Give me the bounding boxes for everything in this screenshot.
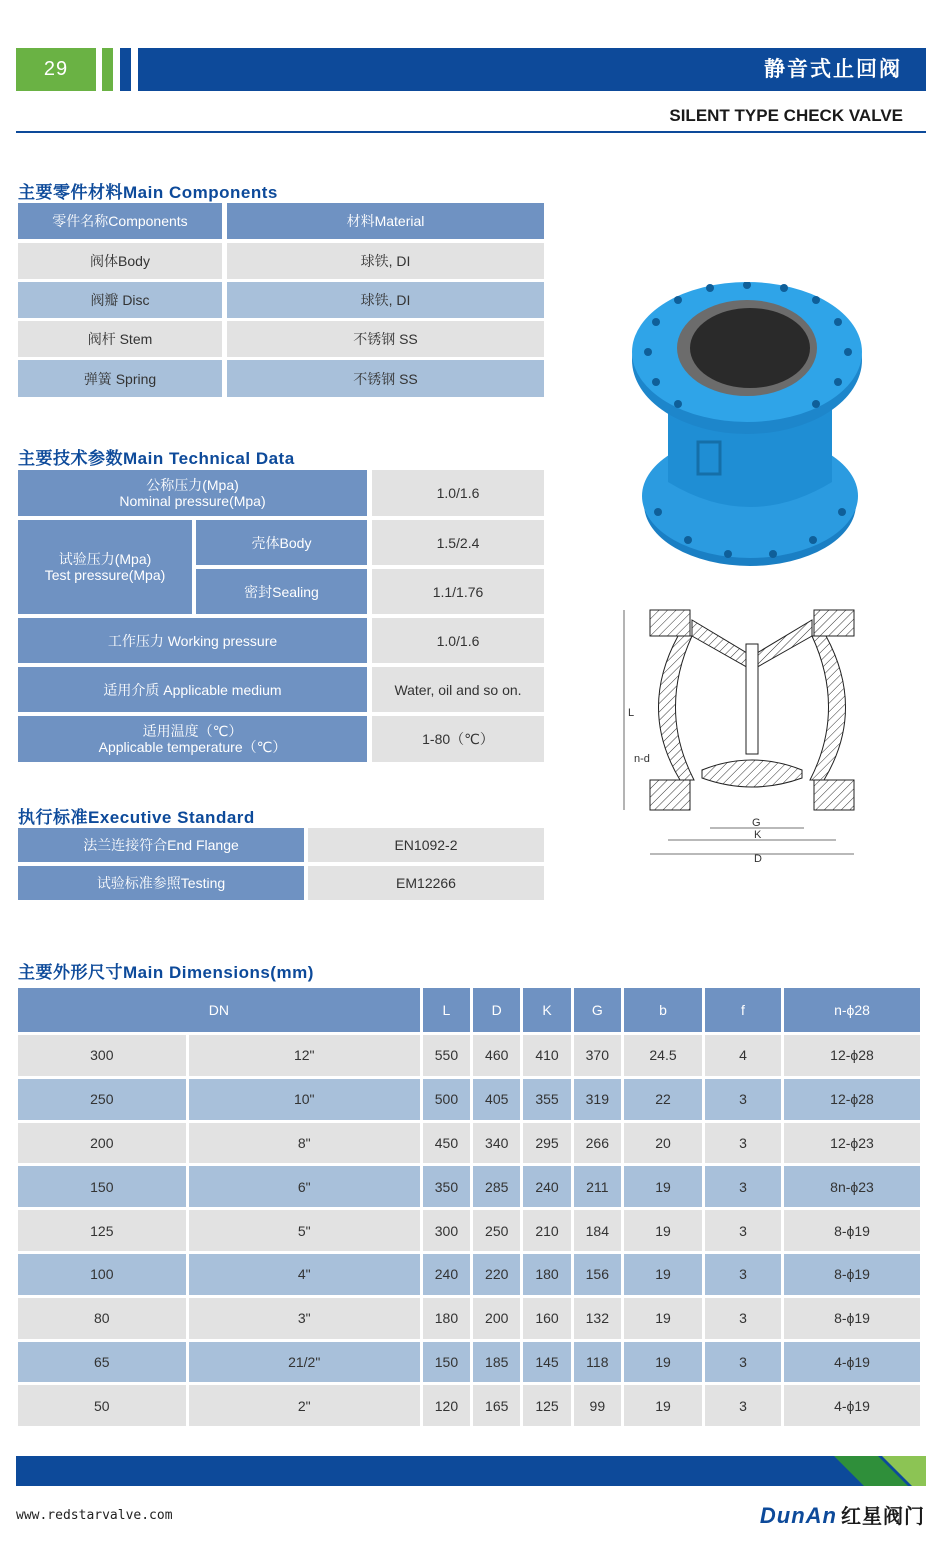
components-material: 球铁, DI xyxy=(227,282,544,318)
section-body-left xyxy=(658,636,694,780)
table-cell: 3" xyxy=(189,1298,420,1339)
components-part: 弹簧 Spring xyxy=(18,360,222,397)
table-cell: 220 xyxy=(473,1254,520,1295)
nominal-pressure-cn: 公称压力(Mpa) xyxy=(146,477,239,493)
temperature-value: 1-80（℃） xyxy=(372,716,544,762)
table-cell: 5" xyxy=(189,1210,420,1251)
table-row xyxy=(18,1385,920,1426)
table-cell: 3 xyxy=(705,1298,781,1339)
dim-label-nd: n-d xyxy=(634,753,650,765)
table-cell: 10" xyxy=(189,1079,420,1120)
table-cell: 295 xyxy=(523,1123,570,1164)
components-material: 不锈钢 SS xyxy=(227,360,544,397)
table-cell: 50 xyxy=(18,1385,186,1426)
table-cell: 3 xyxy=(705,1342,781,1383)
table-cell: 266 xyxy=(574,1123,621,1164)
table-cell: 65 xyxy=(18,1342,186,1383)
temperature-cn: 适用温度（℃） xyxy=(142,723,243,739)
table-cell: 12-ϕ28 xyxy=(784,1079,920,1120)
test-pressure-cn: 试验压力(Mpa) xyxy=(58,551,152,567)
table-cell: 550 xyxy=(423,1035,470,1076)
table-cell: 24.5 xyxy=(624,1035,702,1076)
table-row xyxy=(18,1079,920,1120)
test-body-label: 壳体Body xyxy=(196,520,367,565)
page-title-cn: 静音式止回阀 xyxy=(764,58,902,81)
table-cell: 405 xyxy=(473,1079,520,1120)
table-row xyxy=(18,1342,920,1383)
table-cell: 20 xyxy=(624,1123,702,1164)
table-cell: 6" xyxy=(189,1166,420,1207)
section-stem xyxy=(746,644,758,754)
nominal-pressure-value: 1.0/1.6 xyxy=(372,470,544,516)
working-pressure-value: 1.0/1.6 xyxy=(372,618,544,663)
section-bottom-flange-right xyxy=(814,780,854,810)
footer-url[interactable]: www.redstarvalve.com xyxy=(16,1508,173,1523)
table-cell: 8n-ϕ23 xyxy=(784,1166,920,1207)
dim-header-d: D xyxy=(473,988,520,1032)
table-row xyxy=(18,1166,920,1207)
flange-label: 法兰连接符合End Flange xyxy=(18,828,304,862)
header-accent-green xyxy=(102,48,113,91)
table-cell: 319 xyxy=(574,1079,621,1120)
flange-value: EN1092-2 xyxy=(308,828,544,862)
nominal-pressure-label xyxy=(18,470,367,516)
dimensions-title: 主要外形尺寸Main Dimensions(mm) xyxy=(18,963,314,982)
page-number: 29 xyxy=(16,48,96,91)
table-cell: 12-ϕ28 xyxy=(784,1035,920,1076)
dim-header-dn: DN xyxy=(18,988,420,1032)
table-cell: 3 xyxy=(705,1210,781,1251)
table-row xyxy=(18,1123,920,1164)
dim-header-f: f xyxy=(705,988,781,1032)
table-cell: 180 xyxy=(523,1254,570,1295)
page-title-en: SILENT TYPE CHECK VALVE xyxy=(669,106,903,125)
section-top-flange-left xyxy=(650,610,690,636)
test-pressure-label xyxy=(18,520,192,614)
table-cell: 118 xyxy=(574,1342,621,1383)
dim-header-g: G xyxy=(574,988,621,1032)
components-part: 阀瓣 Disc xyxy=(18,282,222,318)
table-cell: 2" xyxy=(189,1385,420,1426)
table-cell: 180 xyxy=(423,1298,470,1339)
table-row xyxy=(18,1254,920,1295)
table-cell: 19 xyxy=(624,1298,702,1339)
table-cell: 4-ϕ19 xyxy=(784,1385,920,1426)
table-cell: 185 xyxy=(473,1342,520,1383)
table-cell: 150 xyxy=(18,1166,186,1207)
medium-label: 适用介质 Applicable medium xyxy=(18,667,367,712)
temperature-label xyxy=(18,716,367,762)
header-bar xyxy=(138,48,926,91)
table-cell: 3 xyxy=(705,1166,781,1207)
components-part: 阀杆 Stem xyxy=(18,321,222,357)
table-cell: 80 xyxy=(18,1298,186,1339)
components-material: 不锈钢 SS xyxy=(227,321,544,357)
table-cell: 19 xyxy=(624,1166,702,1207)
table-row xyxy=(18,1298,920,1339)
table-cell: 8-ϕ19 xyxy=(784,1298,920,1339)
table-cell: 450 xyxy=(423,1123,470,1164)
table-cell: 250 xyxy=(473,1210,520,1251)
table-cell: 3 xyxy=(705,1123,781,1164)
testing-value: EM12266 xyxy=(308,866,544,900)
section-disc xyxy=(702,760,802,787)
technical-title: 主要技术参数Main Technical Data xyxy=(18,449,295,468)
dim-header-holes: n-ϕ28 xyxy=(784,988,920,1032)
table-cell: 165 xyxy=(473,1385,520,1426)
table-cell: 19 xyxy=(624,1210,702,1251)
table-cell: 21/2" xyxy=(189,1342,420,1383)
table-cell: 19 xyxy=(624,1254,702,1295)
table-cell: 3 xyxy=(705,1079,781,1120)
table-cell: 355 xyxy=(523,1079,570,1120)
footer-stripes xyxy=(16,1456,926,1486)
valve-section-drawing xyxy=(618,600,874,868)
test-pressure-en: Test pressure(Mpa) xyxy=(44,567,166,583)
table-cell: 125 xyxy=(523,1385,570,1426)
table-row xyxy=(18,1035,920,1076)
table-cell: 340 xyxy=(473,1123,520,1164)
table-cell: 4-ϕ19 xyxy=(784,1342,920,1383)
nominal-pressure-en: Nominal pressure(Mpa) xyxy=(119,493,266,509)
table-cell: 410 xyxy=(523,1035,570,1076)
components-material: 球铁, DI xyxy=(227,243,544,279)
dim-label-G: G xyxy=(752,817,761,829)
table-cell: 12" xyxy=(189,1035,420,1076)
table-cell: 8" xyxy=(189,1123,420,1164)
table-cell: 350 xyxy=(423,1166,470,1207)
table-cell: 184 xyxy=(574,1210,621,1251)
footer-logo xyxy=(760,1500,925,1529)
dim-label-D: D xyxy=(754,853,762,865)
table-cell: 500 xyxy=(423,1079,470,1120)
table-cell: 210 xyxy=(523,1210,570,1251)
section-bottom-flange-left xyxy=(650,780,690,810)
table-cell: 3 xyxy=(705,1254,781,1295)
table-cell: 19 xyxy=(624,1385,702,1426)
table-cell: 4" xyxy=(189,1254,420,1295)
dim-header-l: L xyxy=(423,988,470,1032)
components-header-part: 零件名称Components xyxy=(18,203,222,239)
section-body-right xyxy=(810,636,846,780)
table-cell: 145 xyxy=(523,1342,570,1383)
testing-label: 试验标准参照Testing xyxy=(18,866,304,900)
section-top-flange-right xyxy=(814,610,854,636)
table-cell: 8-ϕ19 xyxy=(784,1254,920,1295)
dimensions-table xyxy=(15,985,923,1429)
test-sealing-label: 密封Sealing xyxy=(196,569,367,614)
table-cell: 120 xyxy=(423,1385,470,1426)
temperature-en: Applicable temperature（℃） xyxy=(98,739,287,755)
table-cell: 300 xyxy=(18,1035,186,1076)
working-pressure-label: 工作压力 Working pressure xyxy=(18,618,367,663)
table-cell: 4 xyxy=(705,1035,781,1076)
table-row xyxy=(18,1210,920,1251)
footer-logo-cn: 红星阀门 xyxy=(841,1506,925,1528)
footer-bar xyxy=(16,1456,926,1486)
header-divider xyxy=(16,131,926,133)
table-cell: 3 xyxy=(705,1385,781,1426)
table-cell: 99 xyxy=(574,1385,621,1426)
table-cell: 240 xyxy=(423,1254,470,1295)
table-cell: 460 xyxy=(473,1035,520,1076)
table-cell: 125 xyxy=(18,1210,186,1251)
table-cell: 285 xyxy=(473,1166,520,1207)
dim-header-b: b xyxy=(624,988,702,1032)
table-cell: 8-ϕ19 xyxy=(784,1210,920,1251)
valve-product-image xyxy=(628,282,866,572)
components-header-material: 材料Material xyxy=(227,203,544,239)
table-cell: 250 xyxy=(18,1079,186,1120)
table-cell: 200 xyxy=(18,1123,186,1164)
dim-label-K: K xyxy=(754,829,762,841)
table-cell: 370 xyxy=(574,1035,621,1076)
footer-logo-en: DunAn xyxy=(759,1503,837,1528)
table-cell: 22 xyxy=(624,1079,702,1120)
table-cell: 200 xyxy=(473,1298,520,1339)
dimensions-header-row xyxy=(18,988,920,1032)
table-cell: 156 xyxy=(574,1254,621,1295)
dim-label-L: L xyxy=(628,707,635,719)
table-cell: 132 xyxy=(574,1298,621,1339)
dimensions-body xyxy=(18,1035,920,1426)
table-cell: 19 xyxy=(624,1342,702,1383)
table-cell: 160 xyxy=(523,1298,570,1339)
dim-header-k: K xyxy=(523,988,570,1032)
standard-title: 执行标准Executive Standard xyxy=(18,808,255,827)
test-sealing-value: 1.1/1.76 xyxy=(372,569,544,614)
table-cell: 12-ϕ23 xyxy=(784,1123,920,1164)
table-cell: 211 xyxy=(574,1166,621,1207)
table-cell: 240 xyxy=(523,1166,570,1207)
header-accent-blue xyxy=(120,48,131,91)
medium-value: Water, oil and so on. xyxy=(372,667,544,712)
components-part: 阀体Body xyxy=(18,243,222,279)
components-title: 主要零件材料Main Components xyxy=(18,183,278,202)
table-cell: 150 xyxy=(423,1342,470,1383)
test-body-value: 1.5/2.4 xyxy=(372,520,544,565)
valve-bore xyxy=(690,308,810,388)
table-cell: 300 xyxy=(423,1210,470,1251)
table-cell: 100 xyxy=(18,1254,186,1295)
